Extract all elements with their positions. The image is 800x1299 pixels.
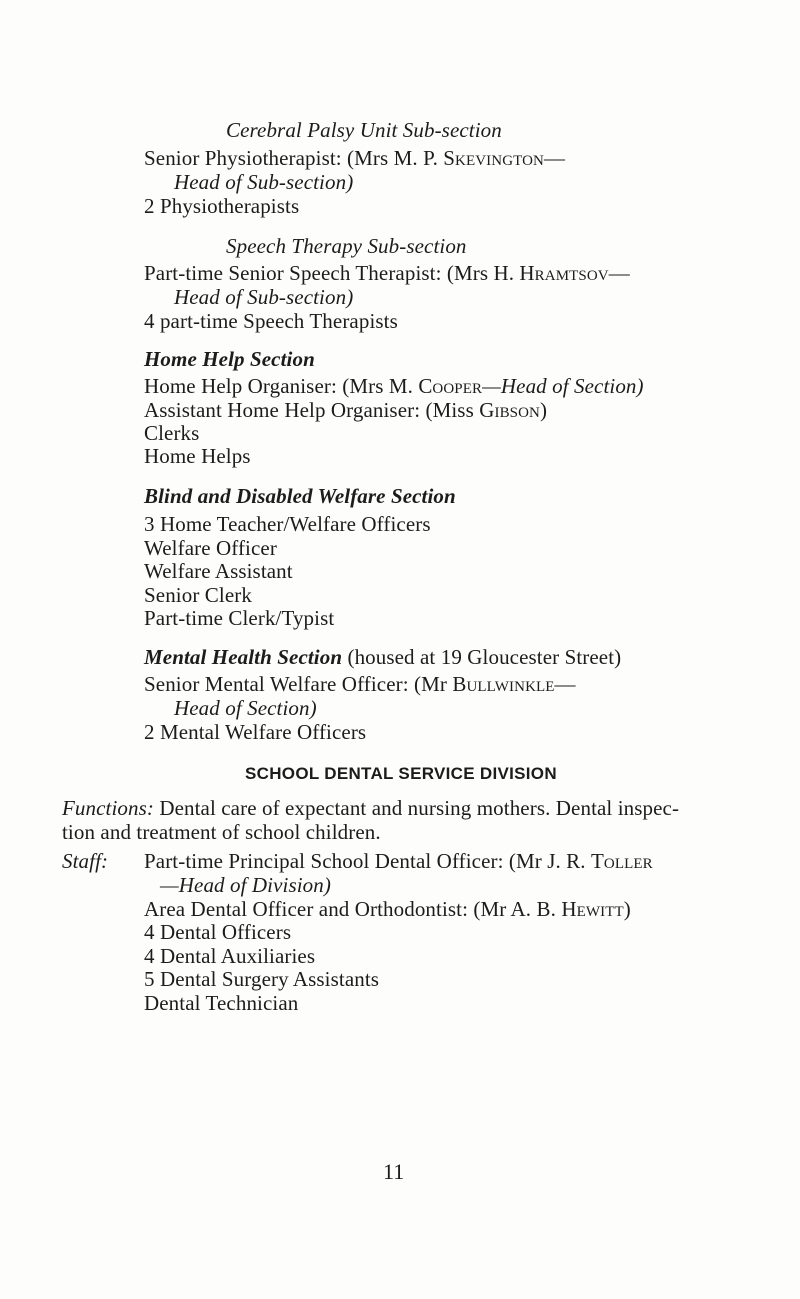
speech-therapy-line-1-text: Part-time Senior Speech Therapist: (Mrs H. (144, 261, 520, 285)
dental-staff-item: 4 Dental Officers (144, 920, 292, 944)
speech-therapy-line-1 (144, 261, 630, 285)
cerebral-palsy-dash: — (544, 146, 566, 170)
dental-staff-item: 5 Dental Surgery Assistants (144, 967, 380, 991)
dental-staff-line-3 (144, 897, 631, 921)
blind-disabled-item: Part-time Clerk/Typist (144, 606, 335, 630)
dental-orthodontist-name: Hewitt (561, 897, 624, 921)
blind-disabled-item: Senior Clerk (144, 583, 252, 607)
speech-therapy-line-2: Head of Sub-section) (174, 285, 354, 309)
dental-staff-line-2: —Head of Division) (160, 873, 331, 897)
dental-division-heading: SCHOOL DENTAL SERVICE DIVISION (245, 764, 557, 783)
cerebral-palsy-line-1-text: Senior Physiotherapist: (Mrs M. P. (144, 146, 444, 170)
home-help-line-2 (144, 398, 547, 422)
mental-health-line-2: Head of Section) (174, 696, 317, 720)
home-help-line-2-text: Assistant Home Help Organiser: (Miss (144, 398, 480, 422)
mental-health-location: (housed at 19 Gloucester Street) (342, 645, 622, 669)
dental-staff-item: 4 Dental Auxiliaries (144, 944, 316, 968)
home-help-line-4: Home Helps (144, 444, 251, 468)
mental-health-line-3: 2 Mental Welfare Officers (144, 720, 367, 744)
dental-functions-line-2: tion and treatment of school children. (62, 820, 381, 844)
home-help-assistant-name: Gibson (479, 398, 540, 422)
speech-therapy-heading: Speech Therapy Sub-section (226, 234, 467, 258)
home-help-line-1-text: Home Help Organiser: (Mrs M. (144, 374, 419, 398)
mental-health-heading: Mental Health Section (144, 645, 343, 669)
mental-health-line-1 (144, 672, 576, 696)
blind-disabled-item: Welfare Officer (144, 536, 277, 560)
home-help-line-2-close: ) (539, 398, 548, 422)
dental-division-head-name: Toller (591, 849, 653, 873)
blind-disabled-item: 3 Home Teacher/Welfare Officers (144, 512, 431, 536)
mental-health-heading-line (144, 645, 621, 669)
page-number: 11 (383, 1159, 405, 1184)
dental-staff-line-1-text: Part-time Principal School Dental Officer: (Mr J. R. (144, 849, 591, 873)
dental-functions-text: Dental care of expectant and nursing mothers. Dental inspec- (153, 796, 680, 820)
cerebral-palsy-line-1 (144, 146, 565, 170)
dental-staff-line-3-close: ) (623, 897, 631, 921)
dental-staff-line-3-text: Area Dental Officer and Orthodontist: (Mr A. B. (144, 897, 562, 921)
dental-staff-label: Staff: (62, 849, 109, 873)
cerebral-palsy-line-2: Head of Sub-section) (174, 170, 354, 194)
dental-staff-item: Dental Technician (144, 991, 299, 1015)
cerebral-palsy-heading: Cerebral Palsy Unit Sub-section (226, 118, 502, 142)
dental-functions-line-1 (62, 796, 679, 820)
home-help-head-of-section: —Head of Section) (482, 374, 644, 398)
mental-health-head-name: Bullwinkle (452, 672, 555, 696)
cerebral-palsy-line-3: 2 Physiotherapists (144, 194, 300, 218)
home-help-organiser-name: Cooper (418, 374, 483, 398)
dental-staff-line-1 (144, 849, 653, 873)
blind-disabled-heading: Blind and Disabled Welfare Section (144, 484, 456, 508)
blind-disabled-item: Welfare Assistant (144, 559, 293, 583)
speech-therapy-line-3: 4 part-time Speech Therapists (144, 309, 398, 333)
home-help-line-1 (144, 374, 644, 398)
speech-therapy-head-name: Hramtsov (519, 261, 609, 285)
mental-health-dash: — (554, 672, 576, 696)
dental-functions-label: Functions: (62, 796, 154, 820)
mental-health-line-1-text: Senior Mental Welfare Officer: (Mr (144, 672, 453, 696)
cerebral-palsy-head-name: Skevington (443, 146, 544, 170)
speech-therapy-dash: — (608, 261, 630, 285)
home-help-heading: Home Help Section (144, 347, 315, 371)
home-help-line-3: Clerks (144, 421, 200, 445)
